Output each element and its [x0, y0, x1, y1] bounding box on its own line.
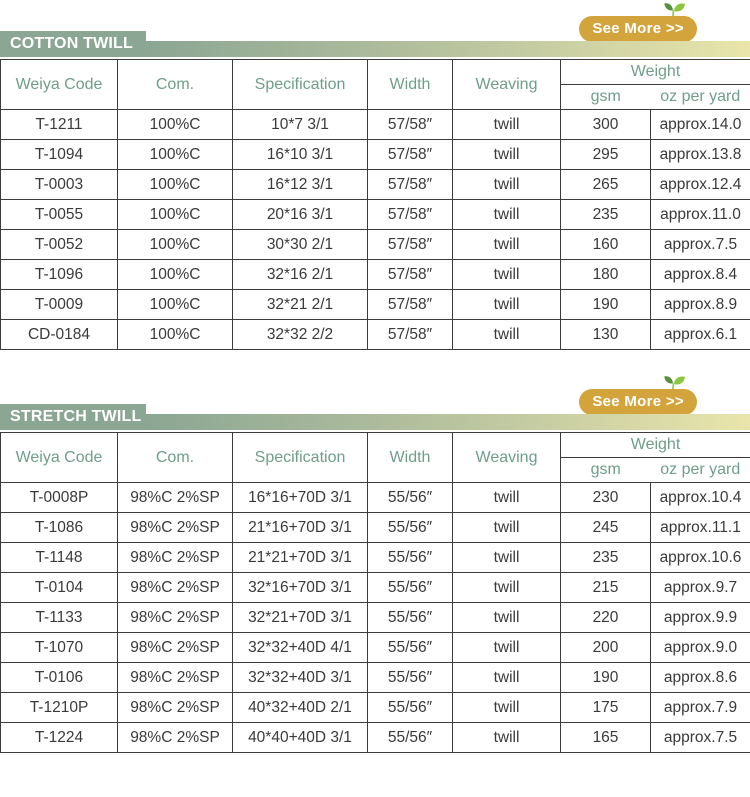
table-cell: approx.9.7	[651, 573, 750, 603]
section-banner	[0, 31, 750, 57]
table-cell: 57/58″	[368, 170, 453, 200]
table-cell: T-1133	[1, 603, 118, 633]
section-banner	[0, 404, 750, 430]
table-cell: 245	[561, 513, 651, 543]
table-cell: T-0104	[1, 573, 118, 603]
col-header-weaving: Weaving	[453, 433, 561, 483]
table-cell: 57/58″	[368, 200, 453, 230]
table-cell: approx.8.9	[651, 290, 750, 320]
table-cell: 100%C	[118, 320, 233, 350]
col-header-width: Width	[368, 433, 453, 483]
table-cell: 40*40+40D 3/1	[233, 723, 368, 753]
table-cell: 32*32 2/2	[233, 320, 368, 350]
table-cell: T-0052	[1, 230, 118, 260]
table-cell: approx.7.5	[651, 723, 750, 753]
table-row	[1, 140, 750, 170]
table-cell: 160	[561, 230, 651, 260]
table-cell: 230	[561, 483, 651, 513]
table-cell: 55/56″	[368, 663, 453, 693]
table-body	[1, 483, 750, 753]
section-header-area	[0, 0, 750, 57]
table-cell: 57/58″	[368, 260, 453, 290]
col-header-specification: Specification	[233, 433, 368, 483]
table-cell: approx.12.4	[651, 170, 750, 200]
table-row	[1, 230, 750, 260]
col-header-weiya-code: Weiya Code	[1, 433, 118, 483]
table-cell: 190	[561, 290, 651, 320]
table-cell: twill	[453, 543, 561, 573]
table-cell: 175	[561, 693, 651, 723]
table-cell: 10*7 3/1	[233, 110, 368, 140]
table-cell: 55/56″	[368, 573, 453, 603]
table-cell: 32*21 2/1	[233, 290, 368, 320]
table-cell: twill	[453, 573, 561, 603]
table-row	[1, 513, 750, 543]
table-cell: twill	[453, 633, 561, 663]
table-cell: 98%C 2%SP	[118, 513, 233, 543]
col-header-oz-per-yard: oz per yard	[651, 458, 750, 483]
table-cell: 100%C	[118, 110, 233, 140]
table-row	[1, 603, 750, 633]
table-cell: twill	[453, 603, 561, 633]
table-cell: approx.8.6	[651, 663, 750, 693]
table-header	[1, 60, 750, 110]
table-row	[1, 633, 750, 663]
table-cell: 57/58″	[368, 230, 453, 260]
col-header-width: Width	[368, 60, 453, 110]
table-cell: approx.8.4	[651, 260, 750, 290]
header-row	[1, 433, 750, 458]
cotton-twill-table	[0, 59, 750, 350]
table-cell: approx.11.0	[651, 200, 750, 230]
table-cell: 100%C	[118, 140, 233, 170]
table-cell: 98%C 2%SP	[118, 633, 233, 663]
table-cell: 16*10 3/1	[233, 140, 368, 170]
section-title: COTTON TWILL	[10, 35, 133, 52]
table-row	[1, 663, 750, 693]
table-cell: 32*32+40D 3/1	[233, 663, 368, 693]
table-cell: 98%C 2%SP	[118, 603, 233, 633]
table-cell: 98%C 2%SP	[118, 693, 233, 723]
table-cell: T-1210P	[1, 693, 118, 723]
table-cell: 98%C 2%SP	[118, 663, 233, 693]
table-row	[1, 260, 750, 290]
table-cell: 55/56″	[368, 513, 453, 543]
see-more-button[interactable]: See More >>	[579, 389, 697, 415]
table-cell: 215	[561, 573, 651, 603]
col-header-weiya-code: Weiya Code	[1, 60, 118, 110]
table-cell: 32*16 2/1	[233, 260, 368, 290]
table-cell: 55/56″	[368, 543, 453, 573]
table-header	[1, 433, 750, 483]
table-row	[1, 723, 750, 753]
col-header-com: Com.	[118, 433, 233, 483]
table-cell: 190	[561, 663, 651, 693]
banner-title-block	[0, 404, 146, 430]
table-cell: 32*32+40D 4/1	[233, 633, 368, 663]
table-cell: 98%C 2%SP	[118, 543, 233, 573]
table-cell: approx.13.8	[651, 140, 750, 170]
table-cell: 55/56″	[368, 723, 453, 753]
table-cell: approx.14.0	[651, 110, 750, 140]
table-cell: 16*12 3/1	[233, 170, 368, 200]
table-cell: approx.9.9	[651, 603, 750, 633]
table-cell: 57/58″	[368, 320, 453, 350]
table-cell: T-1086	[1, 513, 118, 543]
col-header-oz-per-yard: oz per yard	[651, 85, 750, 110]
table-row	[1, 200, 750, 230]
table-cell: approx.7.5	[651, 230, 750, 260]
table-cell: 220	[561, 603, 651, 633]
table-cell: twill	[453, 290, 561, 320]
header-row	[1, 60, 750, 85]
table-cell: T-1148	[1, 543, 118, 573]
table-cell: 180	[561, 260, 651, 290]
table-cell: 32*21+70D 3/1	[233, 603, 368, 633]
table-cell: T-1070	[1, 633, 118, 663]
table-cell: 55/56″	[368, 603, 453, 633]
table-cell: 30*30 2/1	[233, 230, 368, 260]
table-cell: twill	[453, 230, 561, 260]
table-cell: 100%C	[118, 200, 233, 230]
table-cell: twill	[453, 110, 561, 140]
table-cell: approx.7.9	[651, 693, 750, 723]
table-row	[1, 543, 750, 573]
table-cell: 300	[561, 110, 651, 140]
table-cell: 100%C	[118, 260, 233, 290]
table-cell: 100%C	[118, 170, 233, 200]
table-cell: 57/58″	[368, 140, 453, 170]
table-cell: 98%C 2%SP	[118, 573, 233, 603]
table-cell: approx.6.1	[651, 320, 750, 350]
table-row	[1, 693, 750, 723]
table-cell: twill	[453, 513, 561, 543]
table-cell: 55/56″	[368, 633, 453, 663]
see-more-button[interactable]: See More >>	[579, 16, 697, 42]
table-cell: 100%C	[118, 230, 233, 260]
table-cell: T-1211	[1, 110, 118, 140]
col-header-weight: Weight	[561, 60, 750, 85]
table-cell: T-0055	[1, 200, 118, 230]
banner-gradient-strip	[146, 414, 750, 430]
banner-title-block	[0, 31, 146, 57]
col-header-weight: Weight	[561, 433, 750, 458]
table-cell: 165	[561, 723, 651, 753]
table-cell: T-1224	[1, 723, 118, 753]
table-cell: approx.10.4	[651, 483, 750, 513]
table-cell: 16*16+70D 3/1	[233, 483, 368, 513]
table-cell: 55/56″	[368, 693, 453, 723]
table-cell: approx.10.6	[651, 543, 750, 573]
table-row	[1, 170, 750, 200]
table-cell: approx.9.0	[651, 633, 750, 663]
table-cell: approx.11.1	[651, 513, 750, 543]
table-cell: 32*16+70D 3/1	[233, 573, 368, 603]
section-header-area	[0, 373, 750, 430]
table-cell: T-0009	[1, 290, 118, 320]
table-cell: 20*16 3/1	[233, 200, 368, 230]
table-row	[1, 573, 750, 603]
table-cell: twill	[453, 693, 561, 723]
table-row	[1, 483, 750, 513]
table-cell: T-0008P	[1, 483, 118, 513]
col-header-gsm: gsm	[561, 85, 651, 110]
table-cell: twill	[453, 260, 561, 290]
table-cell: twill	[453, 663, 561, 693]
table-cell: T-1094	[1, 140, 118, 170]
table-cell: twill	[453, 200, 561, 230]
table-cell: T-1096	[1, 260, 118, 290]
table-cell: twill	[453, 320, 561, 350]
table-row	[1, 320, 750, 350]
stretch-twill-table	[0, 432, 750, 753]
table-cell: 235	[561, 200, 651, 230]
table-cell: 100%C	[118, 290, 233, 320]
table-cell: 40*32+40D 2/1	[233, 693, 368, 723]
banner-gradient-strip	[146, 41, 750, 57]
section-cotton-twill	[0, 0, 750, 350]
col-header-gsm: gsm	[561, 458, 651, 483]
table-cell: 295	[561, 140, 651, 170]
col-header-weaving: Weaving	[453, 60, 561, 110]
table-cell: 265	[561, 170, 651, 200]
table-cell: 98%C 2%SP	[118, 483, 233, 513]
table-cell: 130	[561, 320, 651, 350]
col-header-specification: Specification	[233, 60, 368, 110]
table-cell: twill	[453, 723, 561, 753]
table-cell: 21*21+70D 3/1	[233, 543, 368, 573]
table-cell: CD-0184	[1, 320, 118, 350]
table-cell: 57/58″	[368, 290, 453, 320]
table-cell: 98%C 2%SP	[118, 723, 233, 753]
table-row	[1, 110, 750, 140]
table-cell: T-0003	[1, 170, 118, 200]
table-cell: 57/58″	[368, 110, 453, 140]
table-cell: twill	[453, 483, 561, 513]
table-cell: twill	[453, 140, 561, 170]
section-title: STRETCH TWILL	[10, 408, 142, 425]
table-row	[1, 290, 750, 320]
section-stretch-twill	[0, 373, 750, 753]
table-cell: T-0106	[1, 663, 118, 693]
table-cell: 200	[561, 633, 651, 663]
table-cell: twill	[453, 170, 561, 200]
col-header-com: Com.	[118, 60, 233, 110]
table-cell: 235	[561, 543, 651, 573]
table-cell: 21*16+70D 3/1	[233, 513, 368, 543]
table-cell: 55/56″	[368, 483, 453, 513]
table-body	[1, 110, 750, 350]
